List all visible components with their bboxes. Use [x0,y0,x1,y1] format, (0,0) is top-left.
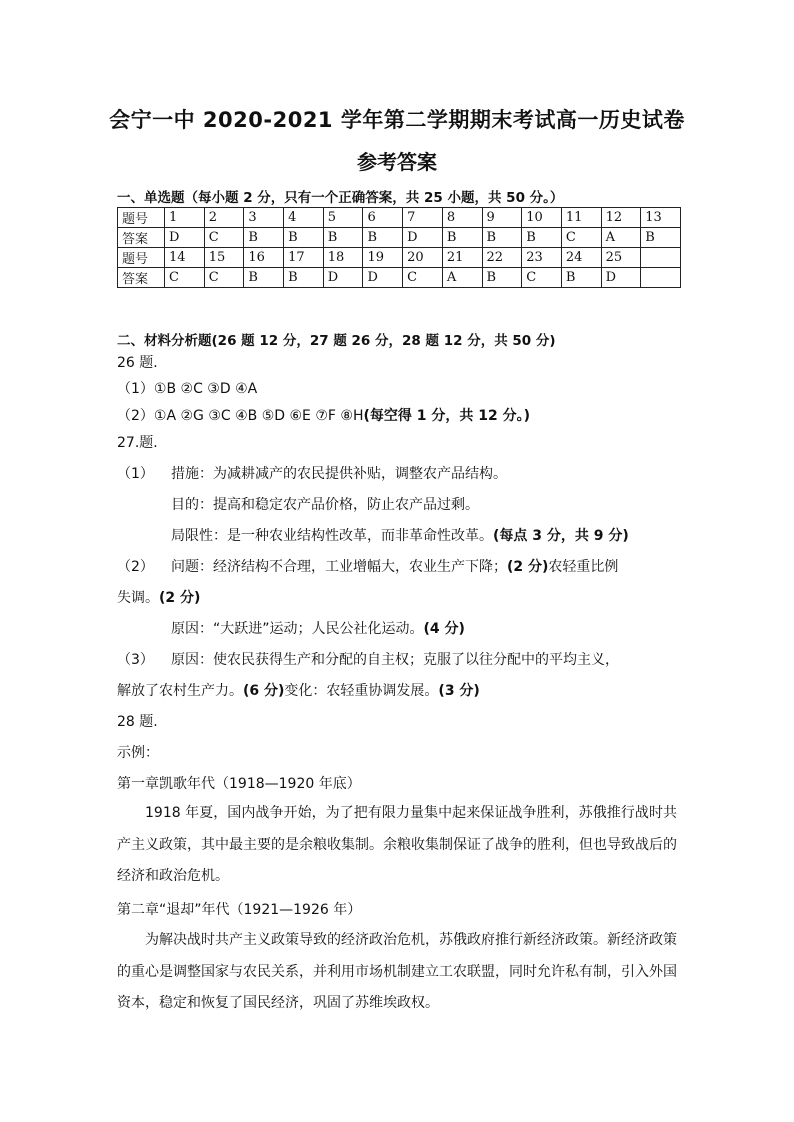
answer-table-cell: A [442,268,482,288]
answer-table-cell: D [403,228,443,248]
answer-table-cell: 2 [204,208,244,228]
q27-part1-measures: 措施：为减耕减产的农民提供补贴，调整农产品结构。 [171,466,507,482]
answer-table-cell: 1 [165,208,205,228]
q27-part1-number: （1） [117,466,154,482]
q26-label: 26 题. [117,355,158,371]
q27-part2-cause [171,618,465,638]
section2-heading: 二、材料分析题(26 题 12 分，27 题 26 分，28 题 12 分，共 50 分) [117,333,556,349]
answer-table-cell: 9 [482,208,522,228]
answer-table-cell: 23 [522,248,562,268]
answer-table-cell: D [323,268,363,288]
answer-table-cell: 11 [561,208,601,228]
answer-table-cell: D [601,268,641,288]
answer-table-cell: A [601,228,641,248]
answer-table-cell: 12 [601,208,641,228]
q28-example-label: 示例： [117,745,159,761]
q27-part1-limitation-text: 局限性：是一种农业结构性改革，而非革命性改革。 [171,528,493,544]
q26-part2-answers: （2）①A ②G ③C ④B ⑤D ⑥E ⑦F ⑧H [117,408,364,424]
q27-part1-purpose: 目的：提高和稳定农产品价格，防止农产品过剩。 [171,497,479,513]
answer-table-cell: B [522,228,562,248]
q28-chapter2-title: 第二章“退却”年代（1921—1926 年） [117,902,362,918]
answer-table-row [118,228,681,248]
document-subtitle: 参考答案 [357,150,437,174]
q27-part3-cont [117,680,480,700]
q27-part3-number: （3） [117,652,154,668]
q27-part2-problem-tail: 农轻重比例 [548,559,619,575]
document-title: 会宁一中 2020-2021 学年第二学期期末考试高一历史试卷 [109,108,685,132]
q27-part2-cause-text: 原因：“大跃进”运动；人民公社化运动。 [171,621,424,637]
answer-table-cell: 24 [561,248,601,268]
answer-table-row-label: 题号 [118,248,165,268]
q27-part3-change: 变化：农轻重协调发展。 [284,683,439,699]
answer-table-cell: B [284,228,324,248]
answer-table-cell [641,248,681,268]
q26-part2 [117,405,530,425]
q27-part2-problem-cont-text: 失调。 [117,590,159,606]
answer-table-cell: C [522,268,562,288]
answer-table-cell: 15 [204,248,244,268]
q27-part2-problem-cont [117,587,200,607]
answer-table-row [118,208,681,228]
answer-table-cell: 22 [482,248,522,268]
q27-part2-problem-text: 问题：经济结构不合理，工业增幅大，农业生产下降； [171,559,507,575]
answer-table-cell: D [165,228,205,248]
answer-table-cell: B [641,228,681,248]
answer-table-cell: 16 [244,248,284,268]
answer-table-cell: B [442,228,482,248]
q27-part3-score-1: (6 分) [243,683,285,699]
answer-table-cell: 14 [165,248,205,268]
answer-table-cell: 21 [442,248,482,268]
q26-part2-score: (每空得 1 分，共 12 分。) [363,408,531,424]
answer-table-cell: 8 [442,208,482,228]
q27-part2-problem-score: (2 分) [507,559,549,575]
answer-table-cell: 5 [323,208,363,228]
answer-table-cell: B [363,228,403,248]
q27-part3-reason: 原因：使农民获得生产和分配的自主权；克服了以往分配中的平均主义， [171,652,619,668]
answer-table [117,207,681,288]
answer-table-cell: 17 [284,248,324,268]
q27-part1-score: (每点 3 分，共 9 分) [493,528,629,544]
answer-table-cell: 19 [363,248,403,268]
answer-table-cell: C [204,268,244,288]
answer-table-row-label: 答案 [118,228,165,248]
answer-table-cell: C [204,228,244,248]
q27-label: 27.题. [117,435,158,451]
q27-part2-cause-score: (4 分) [423,621,465,637]
answer-table-cell: B [482,228,522,248]
q27-part3-cont-text: 解放了农村生产力。 [117,683,243,699]
answer-table-row [118,248,681,268]
answer-table-cell: B [323,228,363,248]
q27-part1-limitation [171,525,629,545]
q27-part2-problem-cont-score: (2 分) [159,590,201,606]
q26-part1: （1）①B ②C ③D ④A [117,381,258,397]
q28-chapter1-body: 1918 年夏，国内战争开始，为了把有限力量集中起来保证战争胜利，苏俄推行战时共产主义政策，其中最主要的是余粮收集制。余粮收集制保证了战争的胜利，但也导致战后的经济和政治危机。 [117,805,677,884]
answer-table-cell: 20 [403,248,443,268]
answer-table-row-label: 答案 [118,268,165,288]
answer-table-cell: 7 [403,208,443,228]
q27-part2-number: （2） [117,559,154,575]
answer-table-cell: 25 [601,248,641,268]
answer-table-cell: 18 [323,248,363,268]
answer-table-cell: 13 [641,208,681,228]
answer-table-cell: 4 [284,208,324,228]
answer-table-cell: B [561,268,601,288]
answer-table-cell: B [244,228,284,248]
section1-heading: 一、单选题（每小题 2 分，只有一个正确答案，共 25 小题，共 50 分。） [117,190,564,206]
answer-table-cell: B [244,268,284,288]
q27-part2-problem [171,556,618,576]
answer-table-cell: 6 [363,208,403,228]
q28-chapter1-title: 第一章凯歌年代（1918—1920 年底） [117,776,361,792]
answer-table-cell: D [363,268,403,288]
answer-table-cell [641,268,681,288]
answer-table-row [118,268,681,288]
answer-table-cell: C [165,268,205,288]
answer-table-cell: C [403,268,443,288]
answer-table-cell: 3 [244,208,284,228]
q28-chapter2-body: 为解决战时共产主义政策导致的经济政治危机，苏俄政府推行新经济政策。新经济政策的重心是调整国家与农民关系，并利用市场机制建立工农联盟，同时允许私有制，引入外国资本，稳定和恢复了国民经济，巩固了苏维埃政权。 [117,932,677,1011]
answer-table-cell: 10 [522,208,562,228]
q27-part3-score-2: (3 分) [438,683,480,699]
answer-table-cell: C [561,228,601,248]
answer-table-cell: B [284,268,324,288]
answer-table-row-label: 题号 [118,208,165,228]
q28-label: 28 题. [117,714,158,730]
answer-table-cell: B [482,268,522,288]
